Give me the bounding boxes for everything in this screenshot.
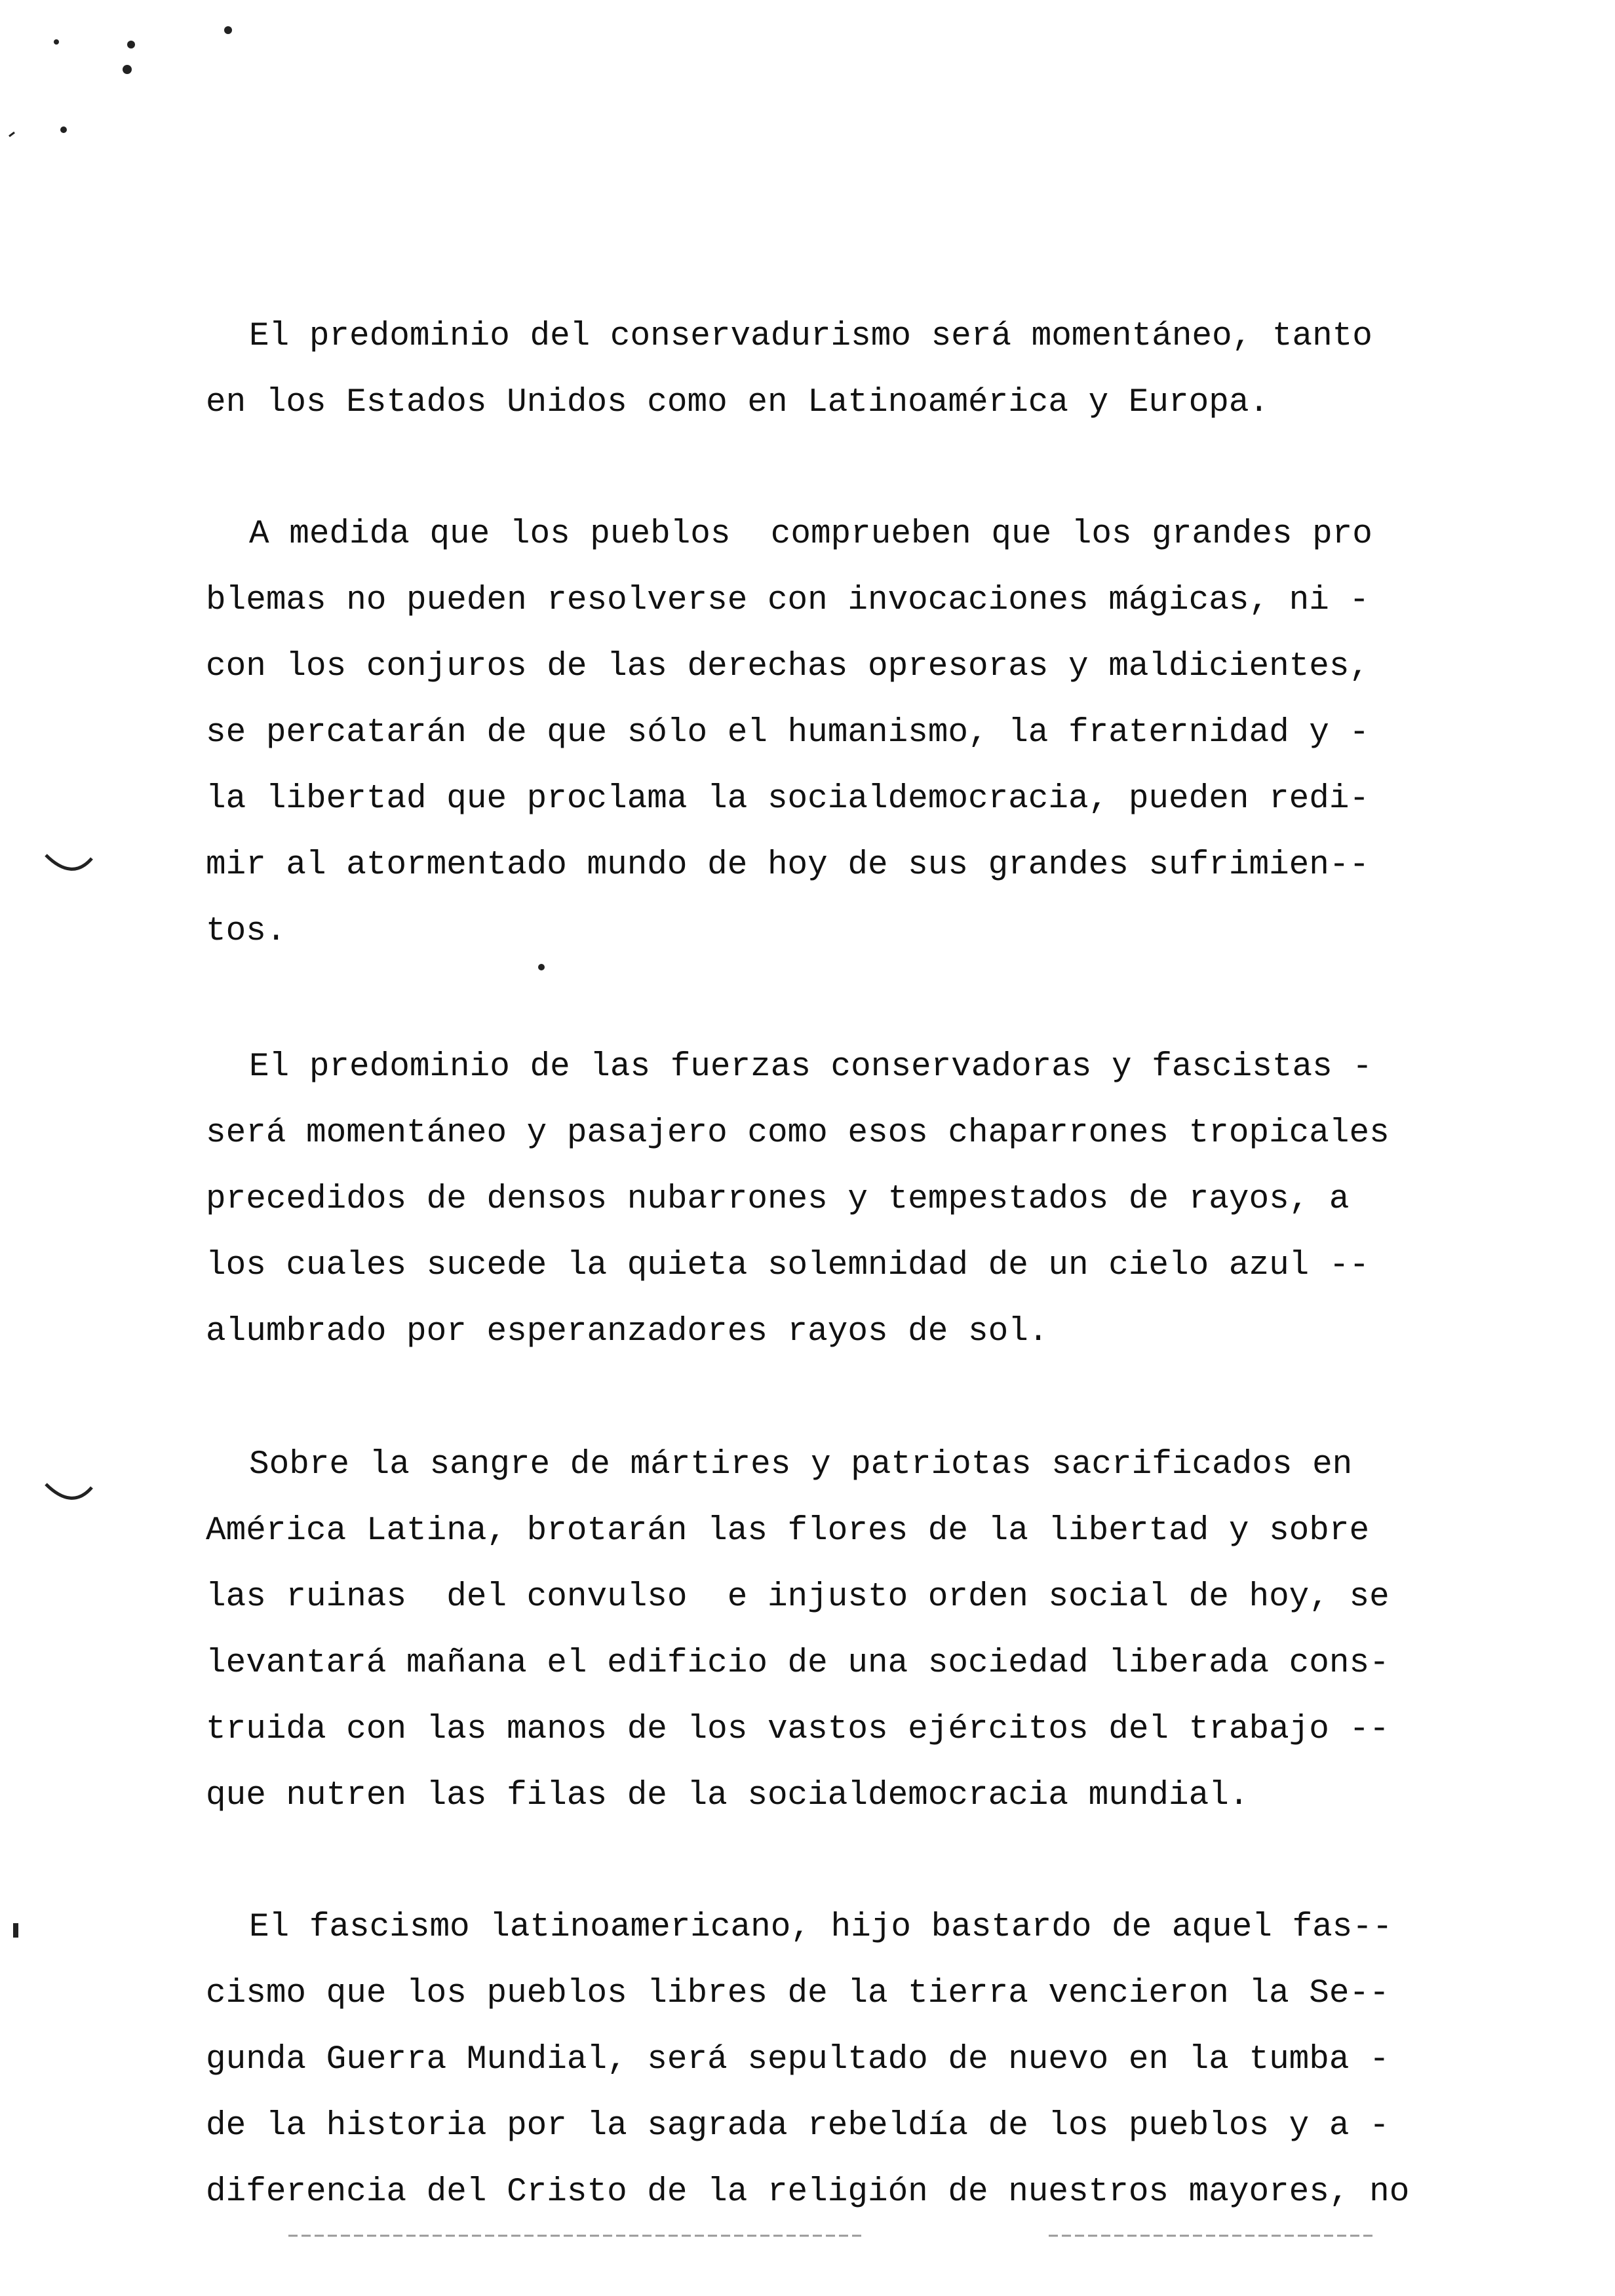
text-line: El predominio de las fuerzas conservadoras y fascistas - xyxy=(249,1048,1372,1086)
text-line: tos. xyxy=(206,913,286,950)
text-line: A medida que los pueblos comprueben que los grandes pro xyxy=(249,516,1372,553)
text-line: América Latina, brotarán las flores de la libertad y sobre xyxy=(206,1512,1370,1550)
text-line: de la historia por la sagrada rebeldía de los pueblos y a - xyxy=(206,2107,1390,2145)
text-line: El predominio del conservadurismo será momentáneo, tanto xyxy=(249,318,1372,355)
text-line: en los Estados Unidos como en Latinoamérica y Europa. xyxy=(206,384,1270,421)
text-line: con los conjuros de las derechas opresoras y maldicientes, xyxy=(206,648,1370,685)
text-line: diferencia del Cristo de la religión de nuestros mayores, no xyxy=(206,2173,1410,2211)
text-line: que nutren las filas de la socialdemocracia mundial. xyxy=(206,1777,1249,1814)
text-line: se percatarán de que sólo el humanismo, la fraternidad y - xyxy=(206,714,1370,752)
text-line: alumbrado por esperanzadores rayos de sol. xyxy=(206,1313,1049,1350)
text-line: Sobre la sangre de mártires y patriotas sacrificados en xyxy=(249,1446,1353,1483)
text-line: las ruinas del convulso e injusto orden social de hoy, se xyxy=(206,1578,1390,1616)
paragraph-1 xyxy=(206,303,1372,436)
text-line: truida con las manos de los vastos ejércitos del trabajo -- xyxy=(206,1711,1390,1748)
text-line: cismo que los pueblos libres de la tierra vencieron la Se-- xyxy=(206,1975,1390,2012)
text-line: gunda Guerra Mundial, será sepultado de nuevo en la tumba - xyxy=(206,2041,1390,2078)
text-line: será momentáneo y pasajero como esos chaparrones tropicales xyxy=(206,1115,1390,1152)
text-line: levantará mañana el edificio de una sociedad liberada cons- xyxy=(206,1645,1390,1682)
paragraph-3 xyxy=(206,1034,1390,1365)
text-line: precedidos de densos nubarrones y tempestados de rayos, a xyxy=(206,1181,1350,1218)
paragraph-5 xyxy=(206,1894,1409,2225)
text-line: El fascismo latinoamericano, hijo bastardo de aquel fas-- xyxy=(249,1909,1393,1946)
text-line: mir al atormentado mundo de hoy de sus grandes sufrimien-- xyxy=(206,847,1370,884)
text-line: los cuales sucede la quieta solemnidad de un cielo azul -- xyxy=(206,1247,1370,1284)
text-line: la libertad que proclama la socialdemocracia, pueden redi- xyxy=(206,780,1370,818)
paragraph-4 xyxy=(206,1432,1390,1829)
text-line: blemas no pueden resolverse con invocaciones mágicas, ni - xyxy=(206,582,1370,619)
paragraph-2 xyxy=(206,501,1372,965)
